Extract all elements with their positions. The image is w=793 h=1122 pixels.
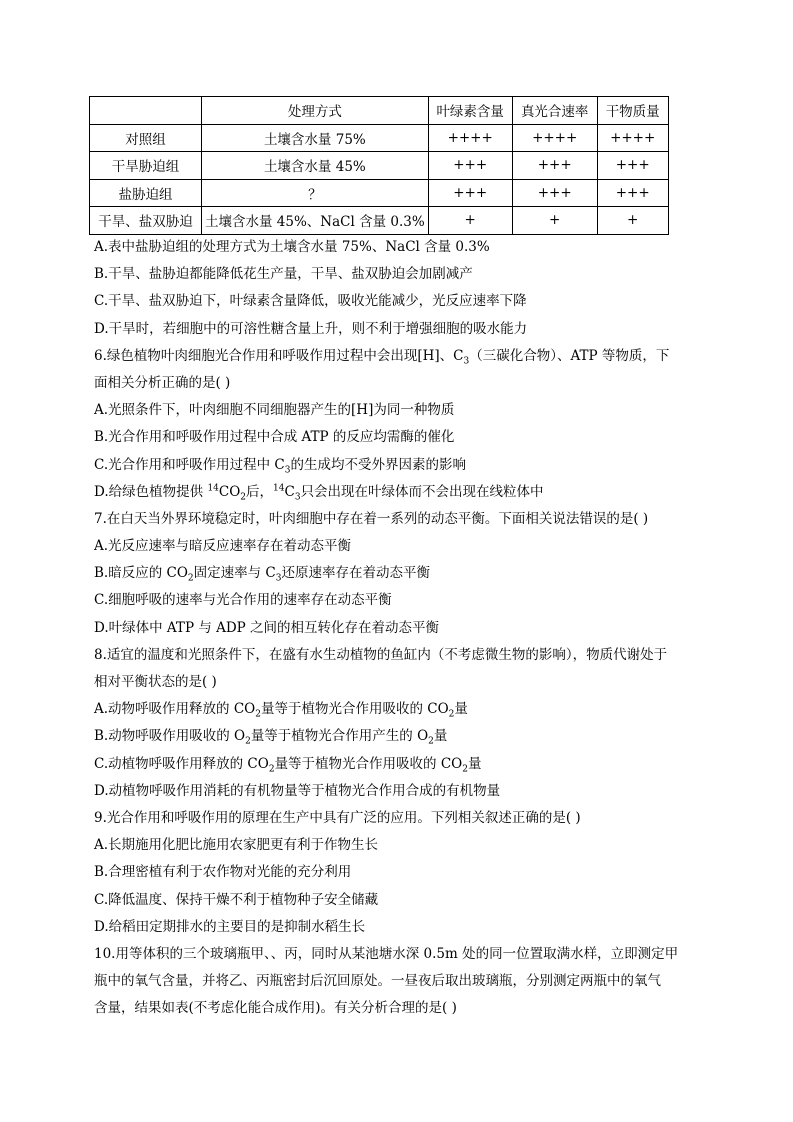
subscript: 2 bbox=[245, 737, 251, 748]
text-run: 只会出现在叶绿体而不会出现在线粒体中 bbox=[300, 483, 544, 500]
table-row bbox=[90, 179, 669, 207]
text-run: 还原速率存在着动态平衡 bbox=[281, 565, 430, 582]
subscript: 2 bbox=[268, 764, 275, 775]
q6-option-d bbox=[94, 479, 704, 506]
text-run: 6.绿色植物叶肉细胞光合作用和呼吸作用过程中会出现[H]、C bbox=[94, 347, 464, 364]
table-cell: ++++ bbox=[428, 124, 512, 152]
q7-option-a: A.光反应速率与暗反应速率存在着动态平衡 bbox=[94, 538, 352, 555]
text-run: CO bbox=[218, 483, 241, 500]
q8-option-c bbox=[94, 751, 704, 778]
table-header-cell: 处理方式 bbox=[202, 97, 429, 125]
text-run: A.动物呼吸作用释放的 CO bbox=[94, 701, 256, 718]
subscript: 2 bbox=[462, 764, 468, 775]
q5-option-d: D.干旱时，若细胞中的可溶性糖含量上升，则不利于增强细胞的吸水能力 bbox=[94, 320, 528, 337]
table-cell: +++ bbox=[512, 152, 597, 180]
text-run: 量等于植物光合作用产生的 O bbox=[250, 728, 429, 745]
table-cell: + bbox=[512, 207, 597, 235]
q7-option-b bbox=[94, 560, 704, 587]
q10-stem-cont: 瓶中的氧气含量，并将乙、丙瓶密封后沉回原处。一昼夜后取出玻璃瓶，分别测定两瓶中的氧气 bbox=[94, 973, 661, 990]
treatment-table bbox=[89, 96, 669, 235]
text-run: 量等于植物光合作用吸收的 CO bbox=[274, 755, 463, 772]
table-cell: +++ bbox=[597, 152, 668, 180]
table-cell: 土壤含水量 75% bbox=[202, 124, 429, 152]
q8-option-d: D.动植物呼吸作用消耗的有机物量等于植物光合作用合成的有机物量 bbox=[94, 782, 501, 799]
text-run: C.动植物呼吸作用释放的 CO bbox=[94, 755, 269, 772]
q9-stem: 9.光合作用和呼吸作用的原理在生产中具有广泛的应用。下列相关叙述正确的是( ) bbox=[94, 809, 581, 826]
q8-option-b bbox=[94, 723, 704, 750]
table-cell: +++ bbox=[597, 179, 668, 207]
table-header-cell: 叶绿素含量 bbox=[428, 97, 512, 125]
superscript: 14 bbox=[273, 483, 285, 494]
q8-stem: 8.适宜的温度和光照条件下，在盛有水生动植物的鱼缸内（不考虑微生物的影响），物质代谢处于 bbox=[94, 646, 668, 663]
q10-stem: 10.用等体积的三个玻璃瓶甲、、丙，同时从某池塘水深 0.5m 处的同一位置取满水样，立即测定甲 bbox=[94, 945, 679, 962]
q6-stem-cont: 面相关分析正确的是( ) bbox=[94, 374, 231, 391]
table-cell: +++ bbox=[428, 152, 512, 180]
q9-option-d: D.给稻田定期排水的主要目的是抑制水稻生长 bbox=[94, 918, 366, 935]
text-run: C bbox=[284, 483, 295, 500]
q9-option-c: C.降低温度、保持干燥不利于植物种子安全储藏 bbox=[94, 891, 379, 908]
table-header-cell: 真光合速率 bbox=[512, 97, 597, 125]
table-cell: +++ bbox=[428, 179, 512, 207]
text-run: C.光合作用和呼吸作用过程中 C bbox=[94, 456, 285, 473]
q7-option-d: D.叶绿体中 ATP 与 ADP 之间的相互转化存在着动态平衡 bbox=[94, 619, 440, 636]
text-run: 后， bbox=[246, 483, 274, 500]
question-text bbox=[94, 234, 704, 1022]
text-run: 量 bbox=[454, 701, 468, 718]
text-run: （三碳化合物）、ATP 等物质，下 bbox=[469, 347, 670, 364]
subscript: 2 bbox=[187, 573, 194, 584]
q6-option-c bbox=[94, 452, 704, 479]
table-cell: 干旱、盐双胁迫 bbox=[90, 207, 202, 235]
q5-option-a: A.表中盐胁迫组的处理方式为土壤含水量 75%、NaCl 含量 0.3% bbox=[94, 239, 490, 255]
table-cell: 土壤含水量 45%、NaCl 含量 0.3% bbox=[202, 207, 429, 235]
q7-stem: 7.在白天当外界环境稳定时，叶肉细胞中存在着一系列的动态平衡。下面相关说法错误的是( ) bbox=[94, 510, 649, 527]
text-run: 量等于植物光合作用吸收的 CO bbox=[260, 701, 449, 718]
q10-stem-cont: 含量，结果如表(不考虑化能合成作用)。有关分析合理的是( ) bbox=[94, 1000, 457, 1017]
q5-option-b: B.干旱、盐胁迫都能降低花生产量，干旱、盐双胁迫会加剧减产 bbox=[94, 266, 473, 283]
table-header-cell: 干物质量 bbox=[597, 97, 668, 125]
table-cell: ++++ bbox=[512, 124, 597, 152]
subscript: 3 bbox=[294, 492, 301, 503]
subscript: 3 bbox=[463, 356, 470, 367]
table-header-row bbox=[90, 97, 669, 125]
q9-option-a: A.长期施用化肥比施用农家肥更有利于作物生长 bbox=[94, 837, 379, 854]
q6-stem bbox=[94, 343, 704, 370]
subscript: 2 bbox=[255, 709, 261, 720]
q8-option-a bbox=[94, 696, 704, 723]
table-row bbox=[90, 124, 669, 152]
table-row bbox=[90, 152, 669, 180]
table-row bbox=[90, 207, 669, 235]
subscript: 3 bbox=[275, 573, 282, 584]
text-run: 的生成均不受外界因素的影响 bbox=[290, 456, 466, 473]
superscript: 14 bbox=[207, 483, 219, 494]
table-cell: 土壤含水量 45% bbox=[202, 152, 429, 180]
q6-option-b: B.光合作用和呼吸作用过程中合成 ATP 的反应均需酶的催化 bbox=[94, 429, 455, 446]
subscript: 2 bbox=[240, 492, 247, 503]
q9-option-b: B.合理密植有利于农作物对光能的充分利用 bbox=[94, 864, 352, 881]
table-cell: +++ bbox=[512, 179, 597, 207]
table-header-cell bbox=[90, 97, 202, 125]
q7-option-c: C.细胞呼吸的速率与光合作用的速率存在动态平衡 bbox=[94, 592, 392, 609]
text-run: D.给绿色植物提供 bbox=[94, 483, 208, 500]
q6-option-a: A.光照条件下，叶肉细胞不同细胞器产生的[H]为同一种物质 bbox=[94, 402, 455, 419]
subscript: 2 bbox=[448, 709, 455, 720]
table-cell: 盐胁迫组 bbox=[90, 179, 202, 207]
table-cell: ？ bbox=[202, 179, 429, 207]
table-cell: 干旱胁迫组 bbox=[90, 152, 202, 180]
table-cell: + bbox=[428, 207, 512, 235]
text-run: 固定速率与 C bbox=[193, 565, 276, 582]
text-run: B.动物呼吸作用吸收的 O bbox=[94, 728, 246, 745]
text-run: 量 bbox=[433, 728, 448, 745]
q5-option-c: C.干旱、盐双胁迫下，叶绿素含量降低，吸收光能减少，光反应速率下降 bbox=[94, 293, 527, 310]
table-cell: + bbox=[597, 207, 668, 235]
subscript: 2 bbox=[428, 737, 434, 748]
table-cell: 对照组 bbox=[90, 124, 202, 152]
subscript: 3 bbox=[284, 465, 291, 476]
text-run: 量 bbox=[468, 755, 482, 772]
text-run: B.暗反应的 CO bbox=[94, 565, 188, 582]
q8-stem-cont: 相对平衡状态的是( ) bbox=[94, 674, 217, 690]
table-cell: ++++ bbox=[597, 124, 668, 152]
